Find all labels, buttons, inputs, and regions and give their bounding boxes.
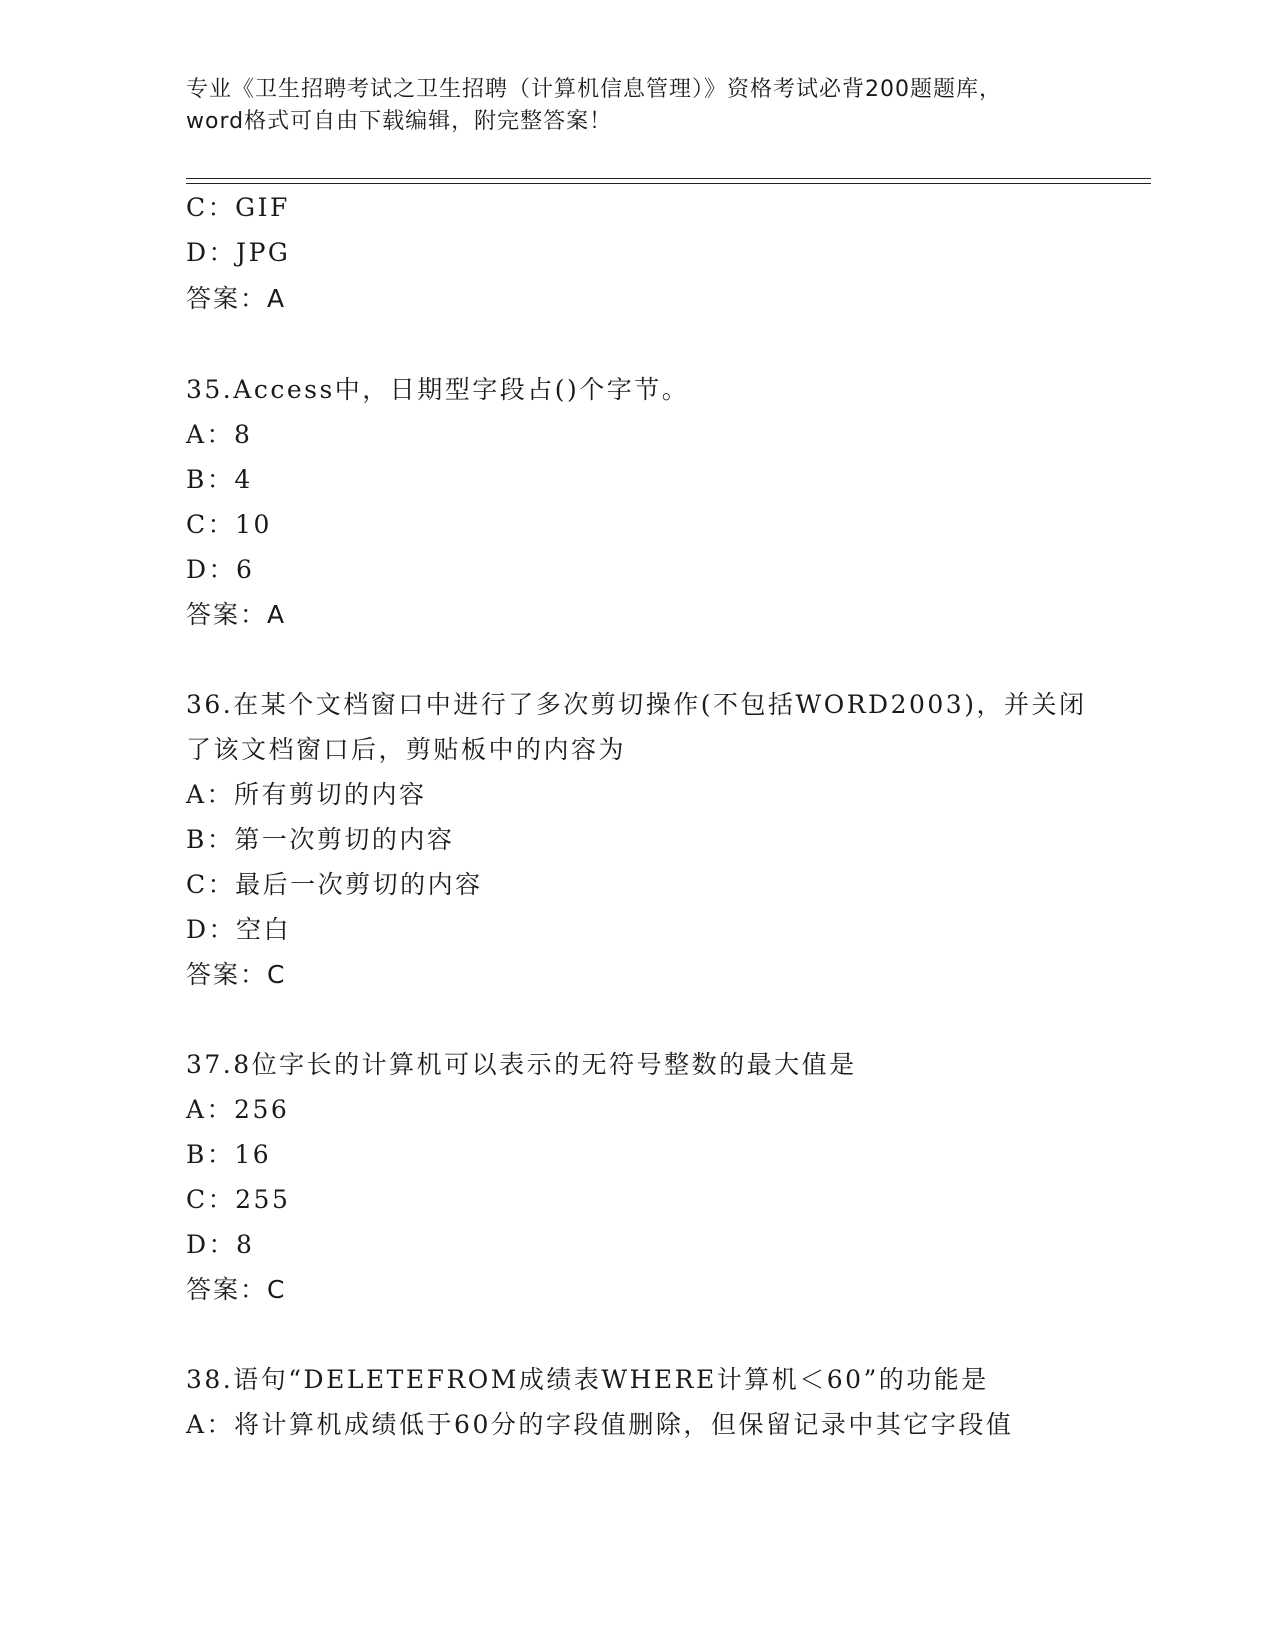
answer: 答案：A <box>186 600 287 629</box>
question-stem: 35.Access中，日期型字段占()个字节。 <box>186 375 690 404</box>
question-stem: 38.语句“DELETEFROM成绩表WHERE计算机＜60”的功能是 <box>186 1365 989 1394</box>
option-a: A：所有剪切的内容 <box>186 780 427 809</box>
question-stem: 36.在某个文档窗口中进行了多次剪切操作(不包括WORD2003)，并关闭 <box>186 690 1087 719</box>
question-stem: 37.8位字长的计算机可以表示的无符号整数的最大值是 <box>186 1050 857 1079</box>
option-a: A：256 <box>186 1095 290 1124</box>
question-stem-continued: 了该文档窗口后，剪贴板中的内容为 <box>186 735 627 764</box>
header-divider-top <box>186 178 1151 179</box>
option-c: C：10 <box>186 510 272 539</box>
option-b: B：16 <box>186 1140 272 1169</box>
header-line-1: 专业《卫生招聘考试之卫生招聘（计算机信息管理）》资格考试必背200题题库， <box>186 77 1002 102</box>
option-c: C：GIF <box>186 193 290 222</box>
option-d: D：JPG <box>186 238 291 267</box>
header-divider-bottom <box>186 183 1151 184</box>
option-a: A：将计算机成绩低于60分的字段值删除，但保留记录中其它字段值 <box>186 1410 1014 1439</box>
answer: 答案：A <box>186 284 287 313</box>
option-d: D：6 <box>186 555 255 584</box>
document-header <box>186 74 1086 138</box>
option-b: B：4 <box>186 465 253 494</box>
header-line-2: word格式可自由下载编辑，附完整答案！ <box>186 109 613 134</box>
option-d: D：8 <box>186 1230 255 1259</box>
option-c: C：255 <box>186 1185 291 1214</box>
answer: 答案：C <box>186 960 287 989</box>
option-a: A：8 <box>186 420 253 449</box>
option-d: D：空白 <box>186 915 292 944</box>
option-c: C：最后一次剪切的内容 <box>186 870 483 899</box>
answer: 答案：C <box>186 1275 287 1304</box>
option-b: B：第一次剪切的内容 <box>186 825 455 854</box>
